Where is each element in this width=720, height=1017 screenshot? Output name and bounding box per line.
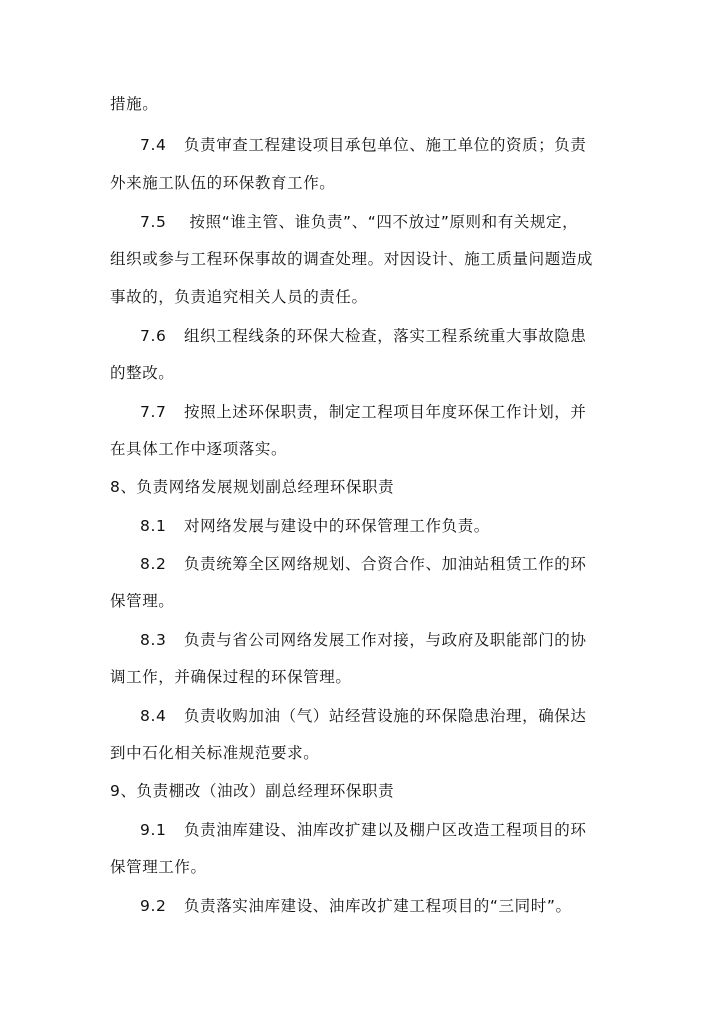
clause-text: 按照“谁主管、谁负责”、“四不放过”原则和有关规定， (184, 213, 579, 231)
text-line: 组织或参与工程环保事故的调查处理。对因设计、施工质量问题造成 (110, 250, 594, 268)
clause-text: 负责统筹全区网络规划、合资合作、加油站租赁工作的环 (184, 555, 587, 573)
clause-text: 负责油库建设、油库改扩建以及棚户区改造工程项目的环 (184, 821, 587, 839)
clause-8-2 (140, 554, 587, 574)
clause-number: 7.7 (140, 403, 167, 421)
text-line: 保管理。 (110, 592, 175, 610)
clause-text: 对网络发展与建设中的环保管理工作负责。 (184, 517, 490, 535)
text-line: 保管理工作。 (110, 858, 207, 876)
clause-number: 9.1 (140, 821, 167, 839)
text-line: 措施。 (110, 95, 159, 113)
clause-number: 8.3 (140, 631, 167, 649)
text-line: 的整改。 (110, 364, 175, 382)
text-line: 事故的，负责追究相关人员的责任。 (110, 288, 368, 306)
clause-number: 8.1 (140, 517, 167, 535)
text-line: 到中石化相关标准规范要求。 (110, 744, 320, 762)
text-line: 外来施工队伍的环保教育工作。 (110, 174, 336, 192)
text-line: 调工作，并确保过程的环保管理。 (110, 668, 352, 686)
clause-number: 7.5 (140, 213, 167, 231)
clause-number: 9.2 (140, 897, 167, 915)
clause-number: 7.6 (140, 327, 167, 345)
clause-text: 负责与省公司网络发展工作对接，与政府及职能部门的协 (184, 631, 587, 649)
clause-text: 组织工程线条的环保大检查，落实工程系统重大事故隐患 (184, 327, 587, 345)
clause-number: 8.2 (140, 555, 167, 573)
clause-7-6 (140, 326, 587, 346)
section-heading-9: 9、负责棚改（油改）副总经理环保职责 (110, 782, 395, 800)
clause-text: 负责审查工程建设项目承包单位、施工单位的资质；负责 (184, 136, 587, 154)
clause-number: 8.4 (140, 707, 167, 725)
clause-8-3 (140, 630, 587, 650)
clause-number: 7.4 (140, 136, 167, 154)
clause-9-1 (140, 820, 587, 840)
clause-text: 负责落实油库建设、油库改扩建工程项目的“三同时”。 (184, 897, 572, 915)
clause-8-4 (140, 706, 587, 726)
clause-7-4 (140, 135, 587, 155)
clause-9-2 (140, 896, 572, 916)
text-line: 在具体工作中逐项落实。 (110, 440, 288, 458)
clause-7-7 (140, 402, 587, 422)
clause-8-1 (140, 516, 490, 536)
clause-text: 按照上述环保职责，制定工程项目年度环保工作计划，并 (184, 403, 587, 421)
clause-text: 负责收购加油（气）站经营设施的环保隐患治理，确保达 (184, 707, 587, 725)
section-heading-8: 8、负责网络发展规划副总经理环保职责 (110, 478, 395, 496)
clause-7-5 (140, 212, 578, 232)
